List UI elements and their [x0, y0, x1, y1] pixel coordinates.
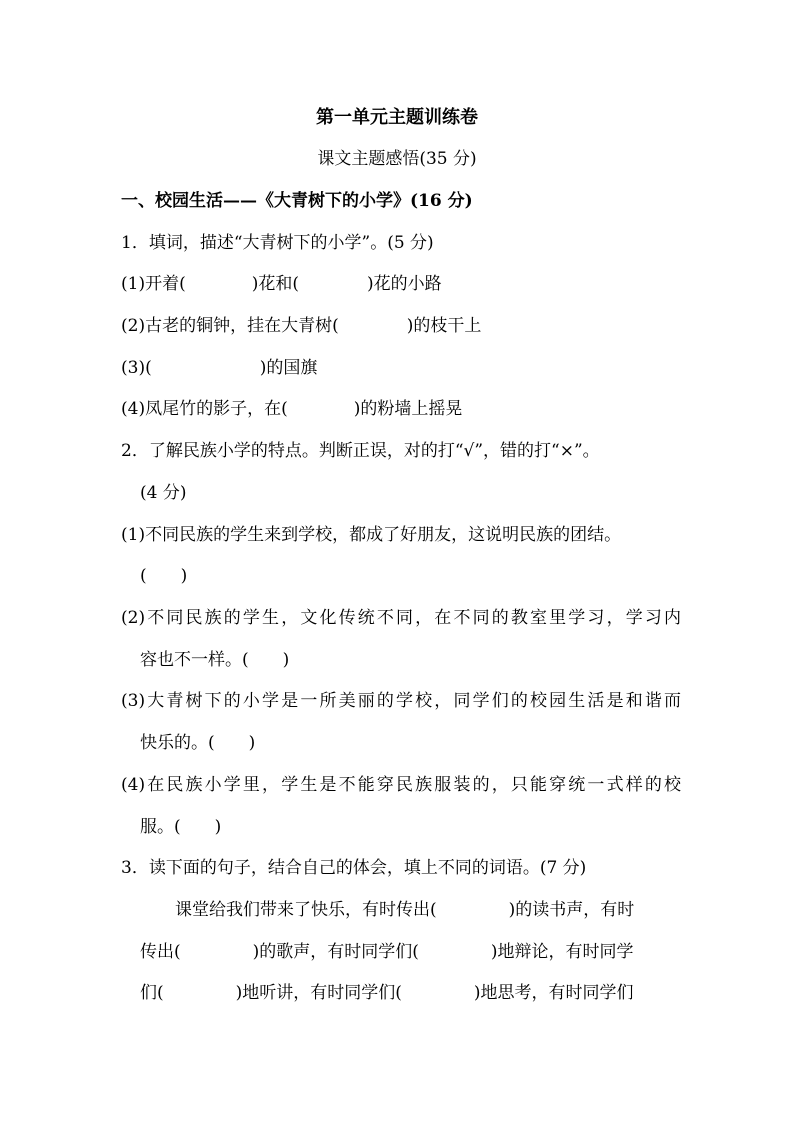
- question-3-para-line-3: [140, 982, 680, 1004]
- question-2-stem-cont: (4 分): [140, 483, 187, 503]
- question-2-item-2: (2)不同民族的学生，文化传统不同，在不同的教室里学习，学习内: [121, 608, 681, 628]
- question-2-item-3-cont[interactable]: 快乐的。( ): [140, 733, 256, 753]
- q1-item3-text-a: (3)(: [121, 358, 152, 378]
- question-1-item-3: [121, 357, 681, 379]
- q1-item1-text-c: )花的小路: [366, 274, 442, 294]
- q1-item4-text-b: )的粉墙上摇晃: [353, 399, 463, 419]
- q3-p2-text-c: )地辩论，有时同学: [490, 942, 634, 962]
- question-3-para-line-2: [140, 941, 680, 963]
- question-2-item-2-cont[interactable]: 容也不一样。( ): [140, 650, 290, 670]
- page-title: 第一单元主题训练卷: [316, 107, 478, 128]
- page-subtitle: 课文主题感悟(35 分): [317, 149, 477, 169]
- question-2-item-4: (4)在民族小学里，学生是不能穿民族服装的，只能穿统一式样的校: [121, 775, 681, 795]
- q3-p2-text-a: 传出(: [140, 942, 181, 962]
- question-1-item-1: [121, 273, 681, 295]
- question-1-item-4: [121, 398, 681, 420]
- question-3-para-line-1: [175, 899, 680, 921]
- q3-p1-text-b: )的读书声，有时: [508, 900, 635, 920]
- question-2-item-3: (3)大青树下的小学是一所美丽的学校，同学们的校园生活是和谐而: [121, 691, 681, 711]
- q1-item1-text-a: (1)开着(: [121, 274, 186, 294]
- q3-p1-text-a: 课堂给我们带来了快乐，有时传出(: [175, 900, 437, 920]
- question-2-item-4-cont[interactable]: 服。( ): [140, 817, 222, 837]
- question-3-stem: 3．读下面的句子，结合自己的体会，填上不同的词语。(7 分): [121, 858, 587, 878]
- section-heading-1: 一、校园生活——《大青树下的小学》(16 分): [121, 191, 473, 211]
- question-1-item-2: [121, 315, 681, 337]
- question-1-stem: 1．填词，描述“大青树下的小学”。(5 分): [121, 233, 434, 253]
- q1-item4-text-a: (4)凤尾竹的影子，在(: [121, 399, 288, 419]
- q3-p3-text-a: 们(: [140, 983, 164, 1003]
- q3-p3-text-c: )地思考，有时同学们: [473, 983, 634, 1003]
- q1-item1-text-b: )花和(: [251, 274, 299, 294]
- question-2-stem: 2．了解民族小学的特点。判断正误，对的打“√”，错的打“×”。: [121, 441, 600, 461]
- question-2-item-1-answer[interactable]: ( ): [140, 566, 188, 586]
- question-2-item-1: (1)不同民族的学生来到学校，都成了好朋友，这说明民族的团结。: [121, 525, 622, 545]
- q3-p3-text-b: )地听讲，有时同学们(: [235, 983, 402, 1003]
- q1-item2-text-b: )的枝干上: [406, 316, 482, 336]
- q3-p2-text-b: )的歌声，有时同学们(: [252, 942, 419, 962]
- q1-item2-text-a: (2)古老的铜钟，挂在大青树(: [121, 316, 339, 336]
- q1-item3-text-b: )的国旗: [259, 358, 318, 378]
